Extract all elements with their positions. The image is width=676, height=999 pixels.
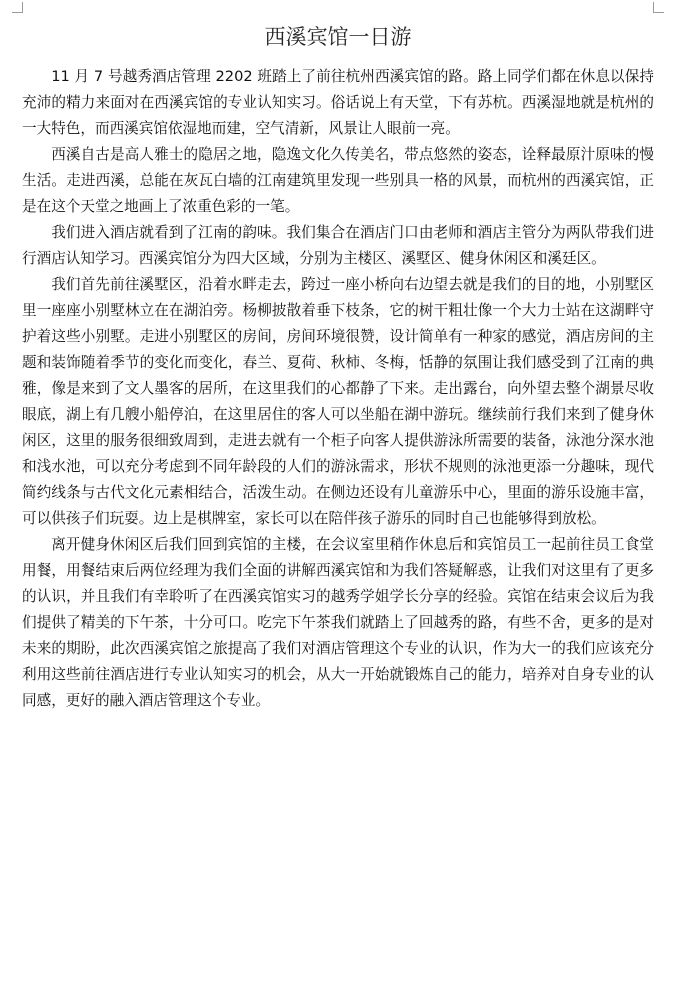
margin-marker-top-right [653,2,664,13]
document-body [22,64,654,714]
paragraph-4: 我们首先前往溪墅区，沿着水畔走去，跨过一座小桥向右边望去就是我们的目的地，小别墅区里一座座小别墅林立在在湖泊旁。杨柳披散着垂下枝条，它的树干粗壮像一个大力士站在这湖畔守护着这些小别墅。走进小别墅区的房间，房间环境很赞，设计简单有一种家的感觉，酒店房间的主题和装饰随着季节的变化而变化，春兰、夏荷、秋柿、冬梅，恬静的氛围让我们感受到了江南的典雅，像是来到了文人墨客的居所，在这里我们的心都静了下来。走出露台，向外望去整个湖景尽收眼底，湖上有几艘小船停泊，在这里居住的客人可以坐船在湖中游玩。继续前行我们来到了健身休闲区，这里的服务很细致周到，走进去就有一个柜子向客人提供游泳所需要的装备，泳池分深水池和浅水池，可以充分考虑到不同年龄段的人们的游泳需求，形状不规则的泳池更添一分趣味，现代简约线条与古代文化元素相结合，活泼生动。在侧边还设有儿童游乐中心，里面的游乐设施丰富，可以供孩子们玩耍。边上是棋牌室，家长可以在陪伴孩子游乐的同时自己也能够得到放松。 [22,276,654,527]
paragraph-1: 11 月 7 号越秀酒店管理 2202 班踏上了前往杭州西溪宾馆的路。路上同学们都在休息以保持充沛的精力来面对在西溪宾馆的专业认知实习。俗话说上有天堂，下有苏杭。西溪湿地就是杭州的一大特色，而西溪宾馆依湿地而建，空气清新，风景让人眼前一亮。 [22,68,654,137]
paragraph-5: 离开健身休闲区后我们回到宾馆的主楼，在会议室里稍作休息后和宾馆员工一起前往员工食堂用餐，用餐结束后两位经理为我们全面的讲解西溪宾馆和为我们答疑解惑，让我们对这里有了更多的认识，并且我们有幸聆听了在西溪宾馆实习的越秀学姐学长分享的经验。宾馆在结束会议后为我们提供了精美的下午茶，十分可口。吃完下午茶我们就踏上了回越秀的路，有些不舍，更多的是对未来的期盼，此次西溪宾馆之旅提高了我们对酒店管理这个专业的认识，作为大一的我们应该充分利用这些前往酒店进行专业认知实习的机会，从大一开始就锻炼自己的能力，培养对自身专业的认同感，更好的融入酒店管理这个专业。 [22,536,654,709]
paragraph-2: 西溪自古是高人雅士的隐居之地，隐逸文化久传美名，带点悠然的姿态，诠释最原汁原味的慢生活。走进西溪，总能在灰瓦白墙的江南建筑里发现一些别具一格的风景，而杭州的西溪宾馆，正是在这个天堂之地画上了浓重色彩的一笔。 [22,146,654,215]
margin-marker-top-left [12,2,23,13]
paragraph-3: 我们进入酒店就看到了江南的韵味。我们集合在酒店门口由老师和酒店主管分为两队带我们进行酒店认知学习。西溪宾馆分为四大区域，分别为主楼区、溪墅区、健身休闲区和溪廷区。 [22,224,654,267]
document-title: 西溪宾馆一日游 [264,25,412,49]
